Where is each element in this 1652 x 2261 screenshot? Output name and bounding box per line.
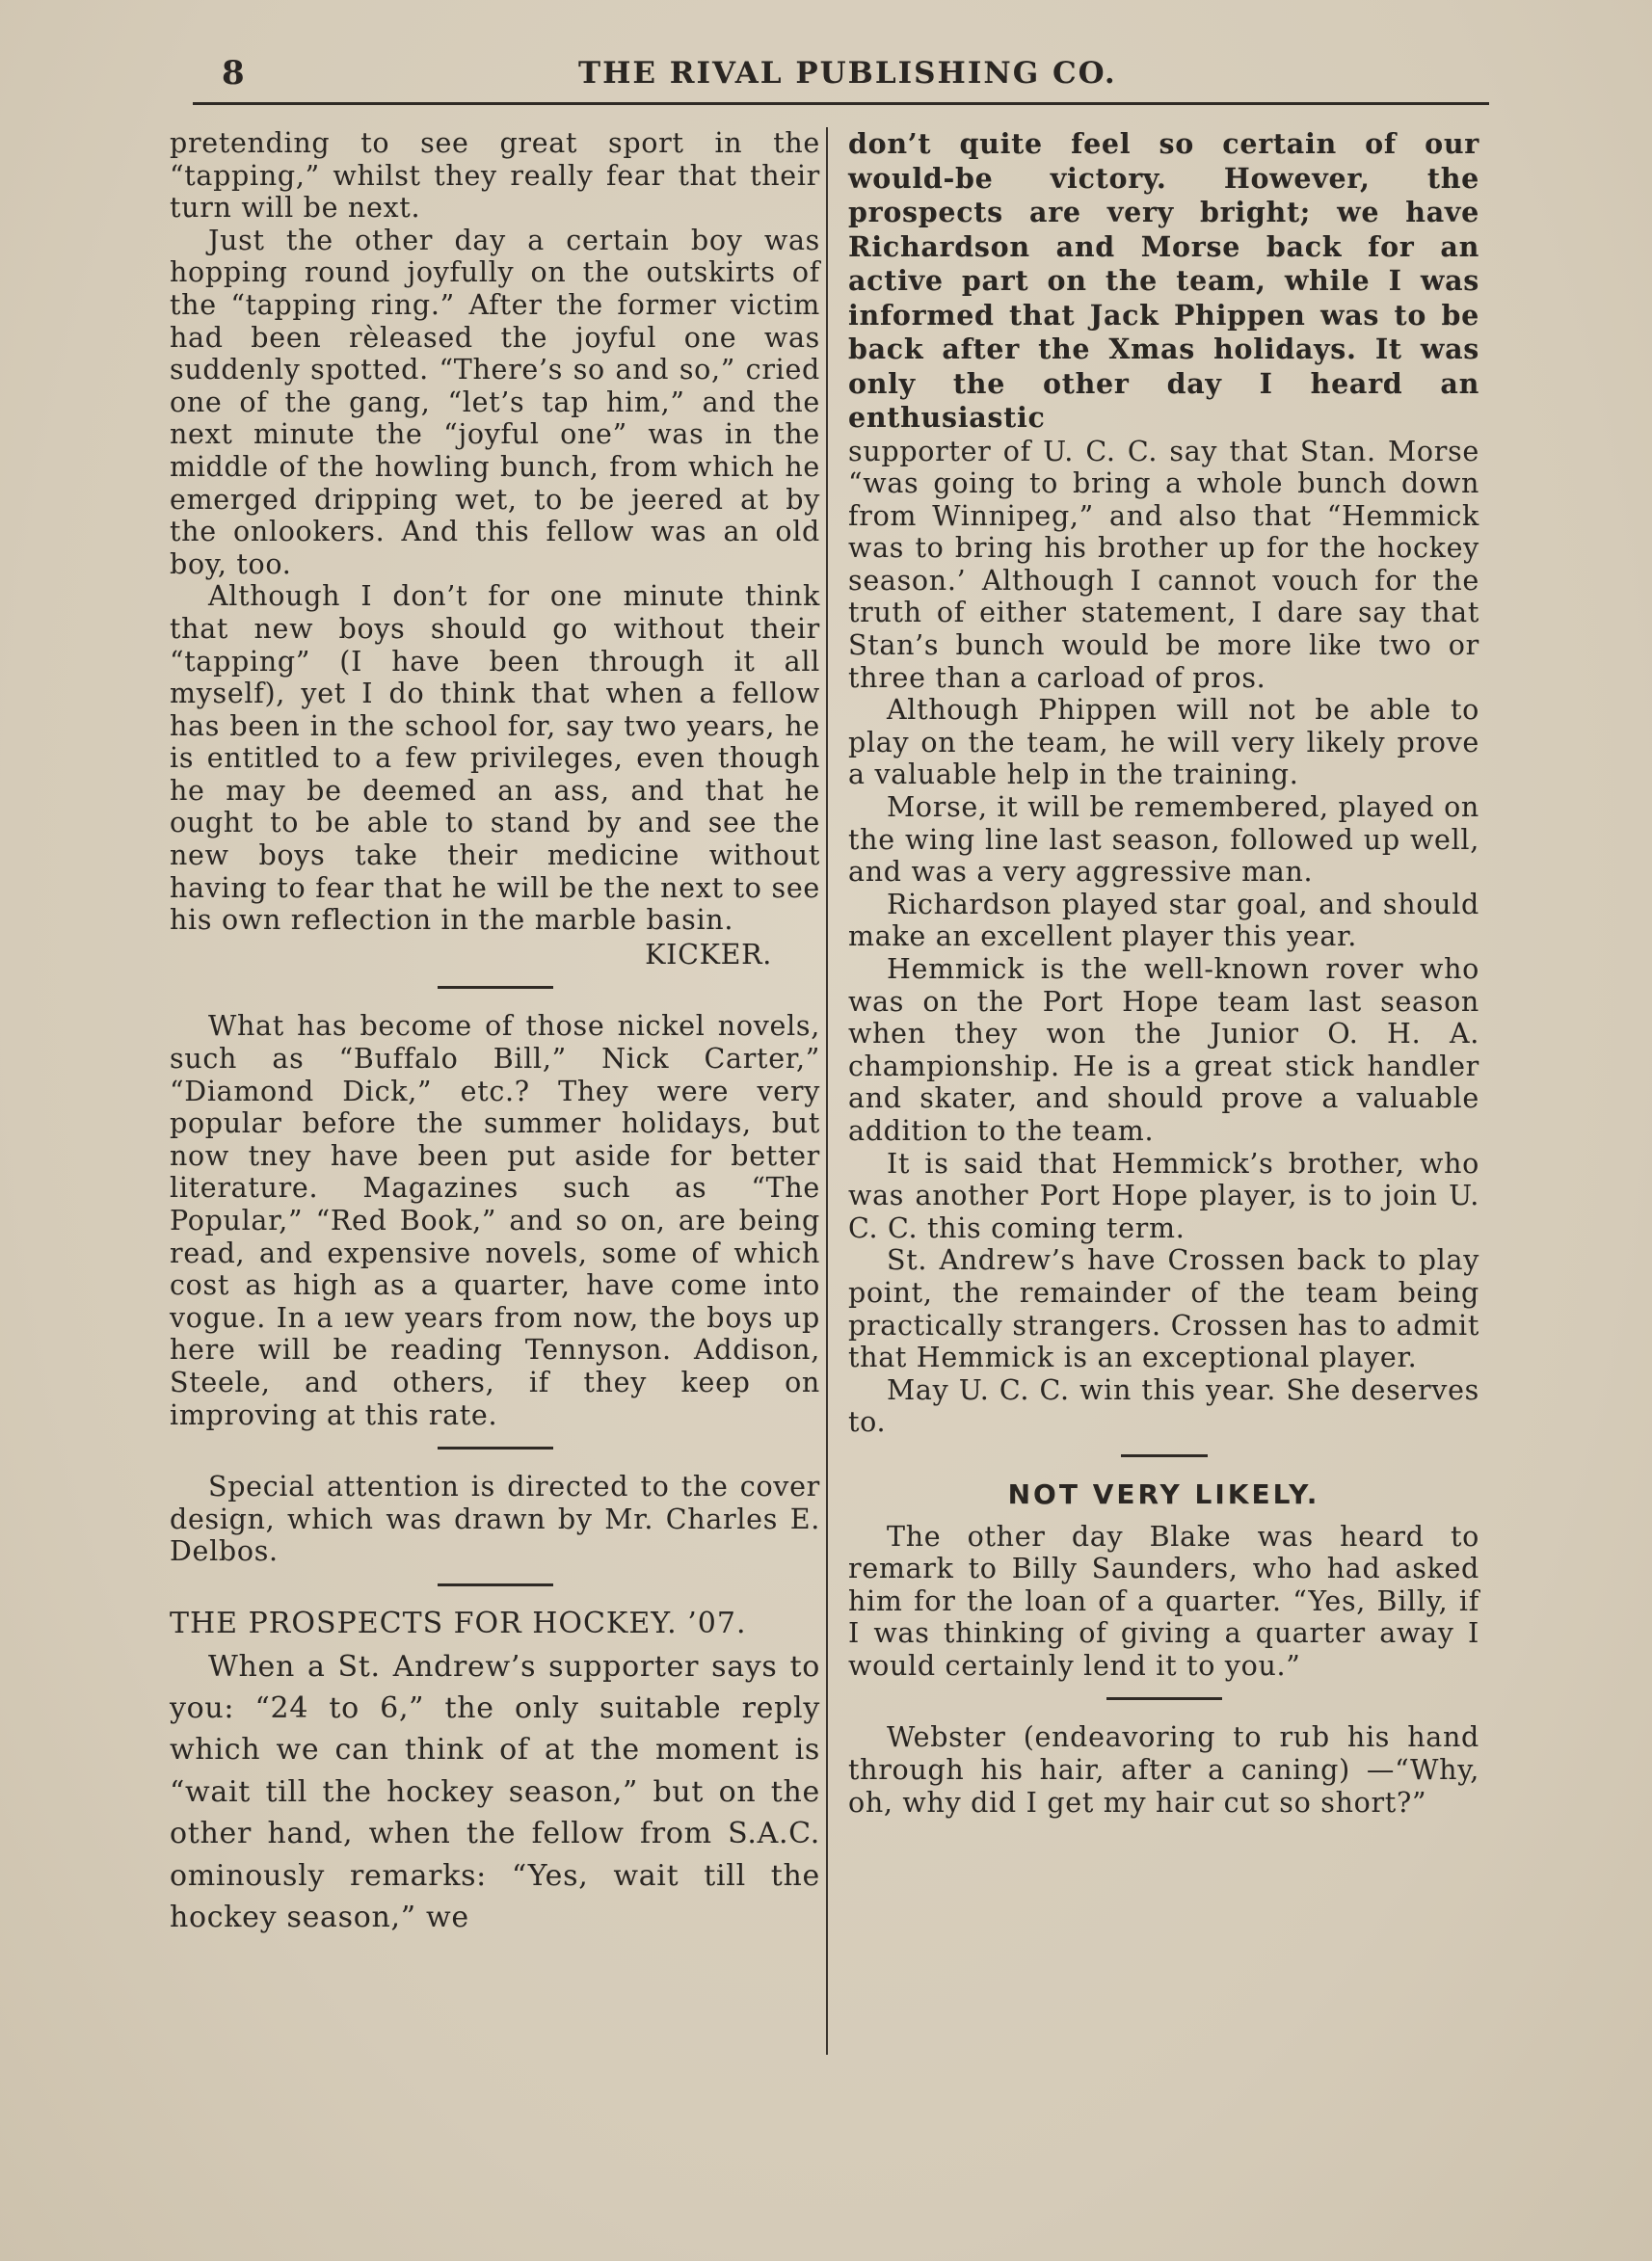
section-divider — [1121, 1454, 1208, 1457]
article-paragraph: Although I don’t for one minute think that new boys should go without their “tapping” (I have been through it all myself), yet I do think that when a fellow has been in the school for, say two years, he is entitled to a few privileges, even though he may be deemed an ass, and that he ought to be able to stand by and see the new boys take their medicine without having to fear that he will be the next to see his own reflection in the marble basin. — [170, 580, 820, 937]
article-paragraph: Although Phippen will not be able to play on the team, he will very likely prove a valuable help in the training. — [848, 694, 1479, 791]
section-divider — [438, 1583, 553, 1586]
article-paragraph: pretending to see great sport in the “tapping,” whilst they really fear that their turn will be next. — [170, 127, 820, 225]
article-paragraph: Webster (endeavoring to rub his hand through his hair, after a caning) —“Why, oh, why did I get my hair cut so short?” — [848, 1721, 1479, 1819]
article-paragraph: St. Andrew’s have Crossen back to play point, the remainder of the team being practically strangers. Crossen has to admit that Hemmick is an exceptional player. — [848, 1244, 1479, 1374]
section-divider — [1106, 1697, 1222, 1700]
article-paragraph: It is said that Hemmick’s brother, who was another Port Hope player, is to join U. C. C. this coming term. — [848, 1147, 1479, 1244]
section-divider — [438, 1447, 553, 1450]
author-signature: KICKER. — [645, 938, 772, 971]
masthead: THE RIVAL PUBLISHING CO. — [578, 56, 1117, 91]
page-header — [193, 50, 1494, 98]
article-paragraph: Hemmick is the well-known rover who was on the Port Hope team last season when they won the Junior O. H. A. championship. He is a great stick handler and skater, and should prove a valuable addition to the team. — [848, 953, 1479, 1147]
article-paragraph: Richardson played star goal, and should make an excellent player this year. — [848, 888, 1479, 953]
section-divider — [438, 986, 553, 989]
header-rule — [193, 102, 1489, 105]
article-paragraph: Just the other day a certain boy was hopping round joyfully on the outskirts of the “tapping ring.” After the former victim had been rèleased the joyful one was suddenly spotted. “There’s so and so,” cried one of the gang, “let’s tap him,” and the next minute the “joyful one” was in the middle of the howling bunch, from which he emerged dripping wet, to be jeered at by the onlookers. And this fellow was an old boy, too. — [170, 224, 820, 580]
article-title: NOT VERY LIKELY. — [1007, 1477, 1320, 1510]
article-paragraph: supporter of U. C. C. say that Stan. Morse “was going to bring a whole bunch down from Winnipeg,” and also that “Hemmick was to bring his brother up for the hockey season.’ Although I cannot vouch for the truth of either statement, I dare say that Stan’s bunch would be more like two or three than a carload of pros. — [848, 435, 1479, 694]
article-title: THE PROSPECTS FOR HOCKEY. ’07. — [170, 1606, 747, 1640]
left-column — [170, 127, 820, 1938]
article-paragraph: May U. C. C. win this year. She deserves to. — [848, 1373, 1479, 1439]
column-divider — [826, 127, 828, 2055]
page-number: 8 — [222, 54, 245, 93]
article-paragraph: don’t quite feel so certain of our would-be victory. However, the prospects are very bright; we have Richardson and Morse back for an active part on the team, while I was informed that Jack Phippen was to be back after the Xmas holidays. It was only the other day I heard an enthusiastic — [848, 127, 1479, 434]
article-paragraph: When a St. Andrew’s supporter says to you: “24 to 6,” the only suitable reply which we can think of at the moment is “wait till the hockey season,” but on the other hand, when the fellow from S.A.C. ominously remarks: “Yes, wait till the hockey season,” we — [170, 1649, 820, 1934]
article-paragraph: The other day Blake was heard to remark to Billy Saunders, who had asked him for the loan of a quarter. “Yes, Billy, if I was thinking of giving a quarter away I would certainly lend it to you.” — [848, 1520, 1479, 1682]
article-paragraph: Special attention is directed to the cover design, which was drawn by Mr. Charles E. Delbos. — [170, 1471, 820, 1568]
right-column — [848, 127, 1479, 1819]
article-paragraph: Morse, it will be remembered, played on the wing line last season, followed up well, and was a very aggressive man. — [848, 791, 1479, 889]
article-paragraph: What has become of those nickel novels, such as “Buffalo Bill,” Nick Carter,” “Diamond Dick,” etc.? They were very popular before the summer holidays, but now tney have been put aside for better literature. Magazines such as “The Popular,” “Red Book,” and so on, are being read, and expensive novels, some of which cost as high as a quarter, have come into vogue. In a ıew years from now, the boys up here will be reading Tennyson. Addison, Steele, and others, if they keep on improving at this rate. — [170, 1010, 820, 1431]
